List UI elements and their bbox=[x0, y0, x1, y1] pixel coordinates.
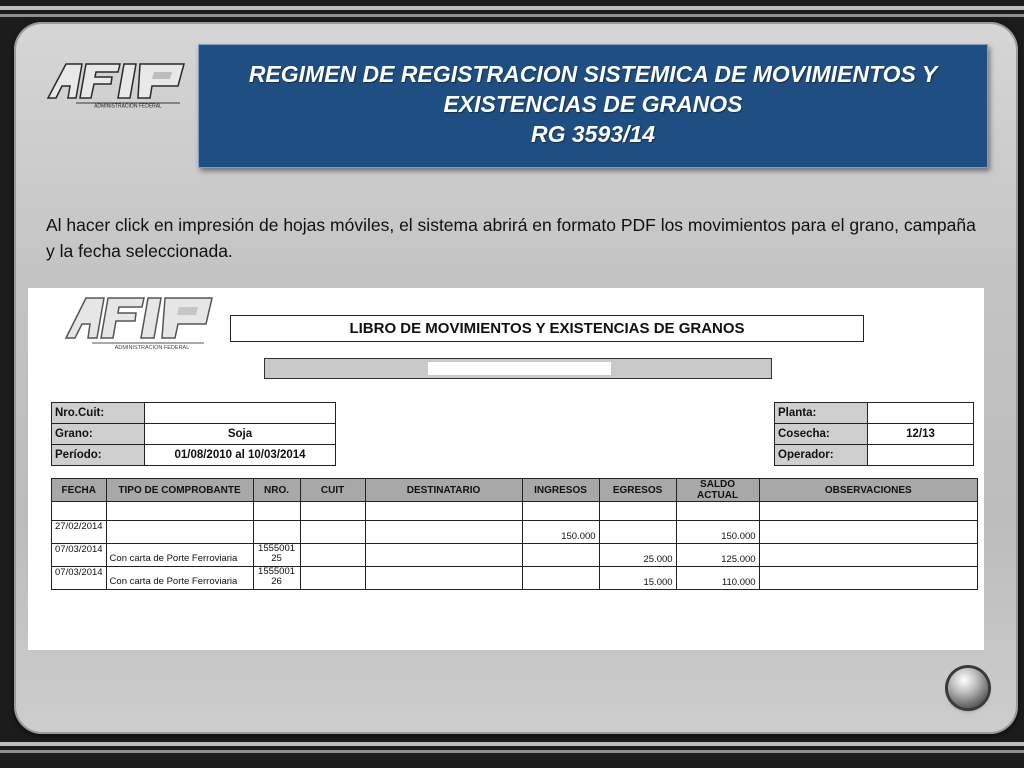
movements-table bbox=[51, 478, 978, 590]
left-info-table bbox=[51, 402, 336, 466]
cell-fecha: 07/03/2014 bbox=[52, 567, 107, 590]
cell-egresos bbox=[599, 521, 676, 544]
table-row-empty bbox=[52, 502, 978, 521]
cell-tipo: Con carta de Porte Ferroviaria bbox=[106, 544, 253, 567]
title-line-1: REGIMEN DE REGISTRACION SISTEMICA DE MOVIMIENTOS Y bbox=[248, 61, 938, 87]
pdf-document-preview bbox=[28, 288, 984, 650]
cell-egresos: 15.000 bbox=[599, 567, 676, 590]
cell-observaciones bbox=[759, 567, 977, 590]
table-row bbox=[52, 521, 978, 544]
document-subheader-bar bbox=[264, 358, 772, 379]
info-row bbox=[52, 445, 336, 466]
col-fecha: FECHA bbox=[52, 479, 107, 502]
cell-destinatario bbox=[365, 544, 522, 567]
table-header-row bbox=[52, 479, 978, 502]
col-nro: NRO. bbox=[253, 479, 300, 502]
afip-logo bbox=[46, 60, 192, 108]
cell-nro bbox=[253, 521, 300, 544]
cell-ingresos: 150.000 bbox=[522, 521, 599, 544]
cell-cuit bbox=[300, 521, 365, 544]
cuit-label: Nro.Cuit: bbox=[52, 403, 145, 424]
info-row bbox=[775, 424, 974, 445]
cell-saldo: 110.000 bbox=[676, 567, 759, 590]
cell-observaciones bbox=[759, 521, 977, 544]
col-observaciones: OBSERVACIONES bbox=[759, 479, 977, 502]
afip-document-logo bbox=[64, 294, 216, 350]
title-banner bbox=[198, 44, 988, 168]
col-tipo: TIPO DE COMPROBANTE bbox=[106, 479, 253, 502]
cell-observaciones bbox=[759, 544, 977, 567]
planta-label: Planta: bbox=[775, 403, 868, 424]
title-line-3: RG 3593/14 bbox=[530, 121, 656, 147]
cuit-value bbox=[145, 403, 336, 424]
col-ingresos: INGRESOS bbox=[522, 479, 599, 502]
cell-fecha: 27/02/2014 bbox=[52, 521, 107, 544]
cell-destinatario bbox=[365, 521, 522, 544]
grano-label: Grano: bbox=[52, 424, 145, 445]
cell-cuit bbox=[300, 544, 365, 567]
cell-destinatario bbox=[365, 567, 522, 590]
table-row bbox=[52, 544, 978, 567]
cell-cuit bbox=[300, 567, 365, 590]
navigation-knob-button[interactable] bbox=[948, 668, 988, 708]
cell-ingresos bbox=[522, 567, 599, 590]
cell-fecha: 07/03/2014 bbox=[52, 544, 107, 567]
table-row bbox=[52, 567, 978, 590]
document-title: LIBRO DE MOVIMIENTOS Y EXISTENCIAS DE GRANOS bbox=[230, 315, 864, 342]
cell-tipo bbox=[106, 521, 253, 544]
periodo-value: 01/08/2010 al 10/03/2014 bbox=[145, 445, 336, 466]
title-line-2: EXISTENCIAS DE GRANOS bbox=[443, 91, 743, 117]
planta-value bbox=[868, 403, 974, 424]
redacted-field bbox=[428, 362, 611, 375]
col-destinatario: DESTINATARIO bbox=[365, 479, 522, 502]
cosecha-label: Cosecha: bbox=[775, 424, 868, 445]
cell-saldo: 125.000 bbox=[676, 544, 759, 567]
intro-text: Al hacer click en impresión de hojas móviles, el sistema abrirá en formato PDF los movimientos para el grano, campaña y la fecha seleccionada. bbox=[46, 215, 976, 261]
operador-label: Operador: bbox=[775, 445, 868, 466]
cell-nro: 1555001 26 bbox=[253, 567, 300, 590]
info-row bbox=[775, 445, 974, 466]
info-row bbox=[52, 403, 336, 424]
cell-nro: 1555001 25 bbox=[253, 544, 300, 567]
operador-value bbox=[868, 445, 974, 466]
periodo-label: Período: bbox=[52, 445, 145, 466]
info-row bbox=[52, 424, 336, 445]
col-saldo: SALDO ACTUAL bbox=[676, 479, 759, 502]
cell-egresos: 25.000 bbox=[599, 544, 676, 567]
svg-text:ADMINISTRACION FEDERAL: ADMINISTRACION FEDERAL bbox=[114, 345, 190, 350]
col-egresos: EGRESOS bbox=[599, 479, 676, 502]
info-row bbox=[775, 403, 974, 424]
right-info-table bbox=[774, 402, 974, 466]
svg-text:ADMINISTRACION FEDERAL: ADMINISTRACION FEDERAL bbox=[94, 103, 162, 108]
col-cuit: CUIT bbox=[300, 479, 365, 502]
cell-tipo: Con carta de Porte Ferroviaria bbox=[106, 567, 253, 590]
cosecha-value: 12/13 bbox=[868, 424, 974, 445]
grano-value: Soja bbox=[145, 424, 336, 445]
cell-ingresos bbox=[522, 544, 599, 567]
cell-saldo: 150.000 bbox=[676, 521, 759, 544]
